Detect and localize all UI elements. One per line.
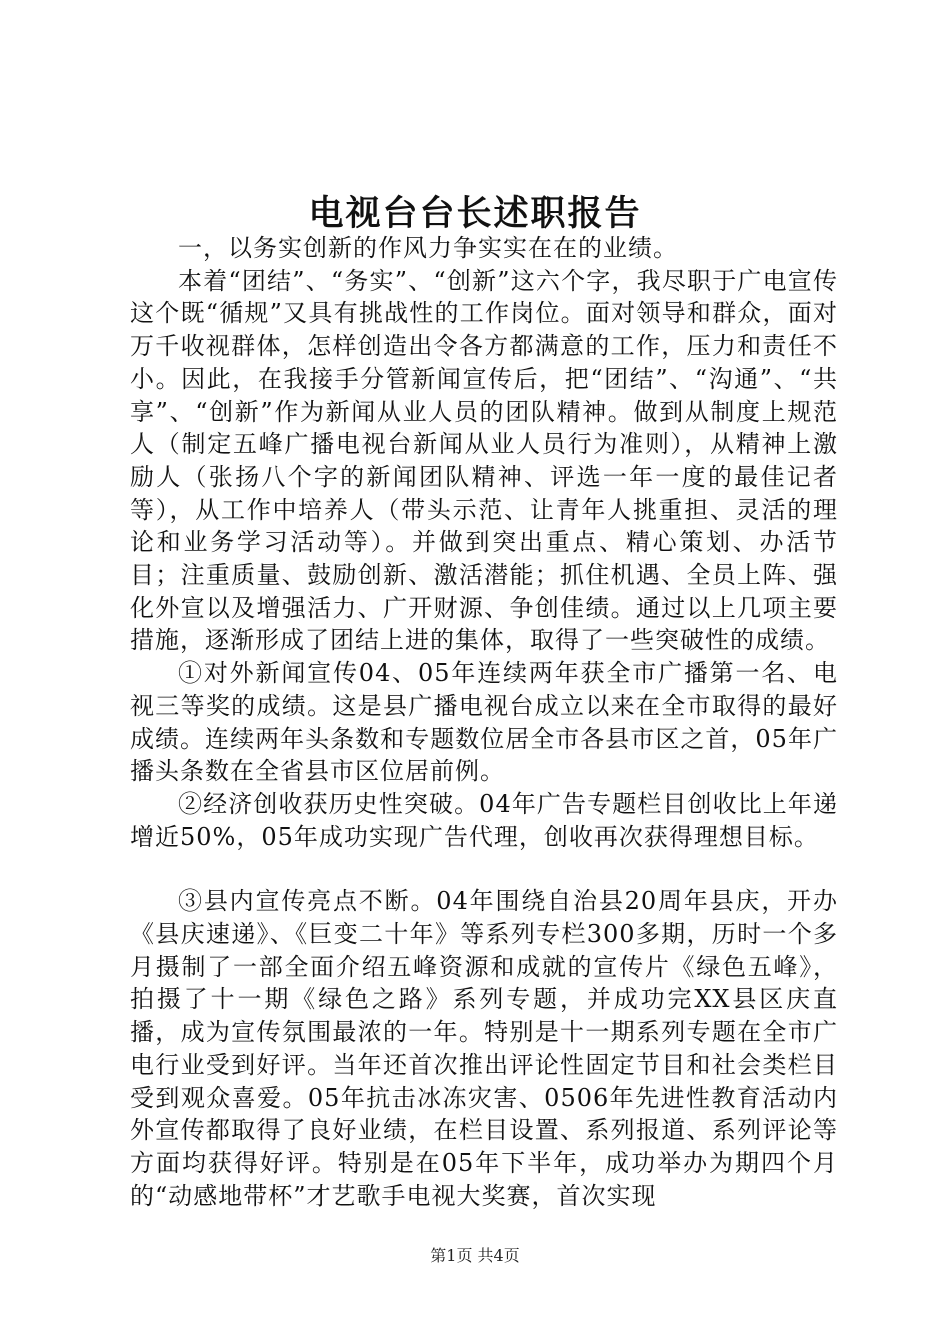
document-body xyxy=(130,232,838,1212)
document-title: 电视台台长述职报告 xyxy=(308,193,642,234)
paragraph-item-2: ②经济创收获历史性突破。04年广告专题栏目创收比上年递增近50%，05年成功实现广告代理，创收再次获得理想目标。 xyxy=(130,789,838,851)
paragraph-item-3: ③县内宣传亮点不断。04年围绕自治县20周年县庆，开办《县庆速递》、《巨变二十年》等系列专栏300多期，历时一个多月摄制了一部全面介绍五峰资源和成就的宣传片《绿色五峰》，拍摄了十一期《绿色之路》系列专题，并成功完XX县区庆直播，成为宣传氛围最浓的一年。特别是十一期系列专题在全市广电行业受到好评。当年还首次推出评论性固定节目和社会类栏目受到观众喜爱。05年抗击冰冻灾害、0506年先进性教育活动内外宣传都取得了良好业绩，在栏目设置、系列报道、系列评论等方面均获得好评。特别是在05年下半年，成功举办为期四个月的“动感地带杯”才艺歌手电视大奖赛，首次实现 xyxy=(130,887,838,1210)
page-footer-indicator: 第1页 共4页 xyxy=(430,1246,520,1265)
paragraph-section-heading: 一，以务实创新的作风力争实实在在的业绩。 xyxy=(178,234,678,262)
paragraph-intro: 本着“团结”、“务实”、“创新”这六个字，我尽职于广电宣传这个既“循规”又具有挑战性的工作岗位。面对领导和群众，面对万千收视群体，怎样创造出令各方都满意的工作，压力和责任不小。因此，在我接手分管新闻宣传后，把“团结”、“沟通”、“共享”、“创新”作为新闻从业人员的团队精神。做到从制度上规范人（制定五峰广播电视台新闻从业人员行为准则），从精神上激励人（张扬八个字的新闻团队精神、评选一年一度的最佳记者等），从工作中培养人（带头示范、让青年人挑重担、灵活的理论和业务学习活动等）。并做到突出重点、精心策划、办活节目；注重质量、鼓励创新、激活潜能；抓住机遇、全员上阵、强化外宣以及增强活力、广开财源、争创佳绩。通过以上几项主要措施，逐渐形成了团结上进的集体，取得了一些突破性的成绩。 xyxy=(130,266,838,655)
paragraph-item-1: ①对外新闻宣传04、05年连续两年获全市广播第一名、电视三等奖的成绩。这是县广播电视台成立以来在全市取得的最好成绩。连续两年头条数和专题数位居全市各县市区之首，05年广播头条数在全省县市区位居前例。 xyxy=(130,659,838,786)
